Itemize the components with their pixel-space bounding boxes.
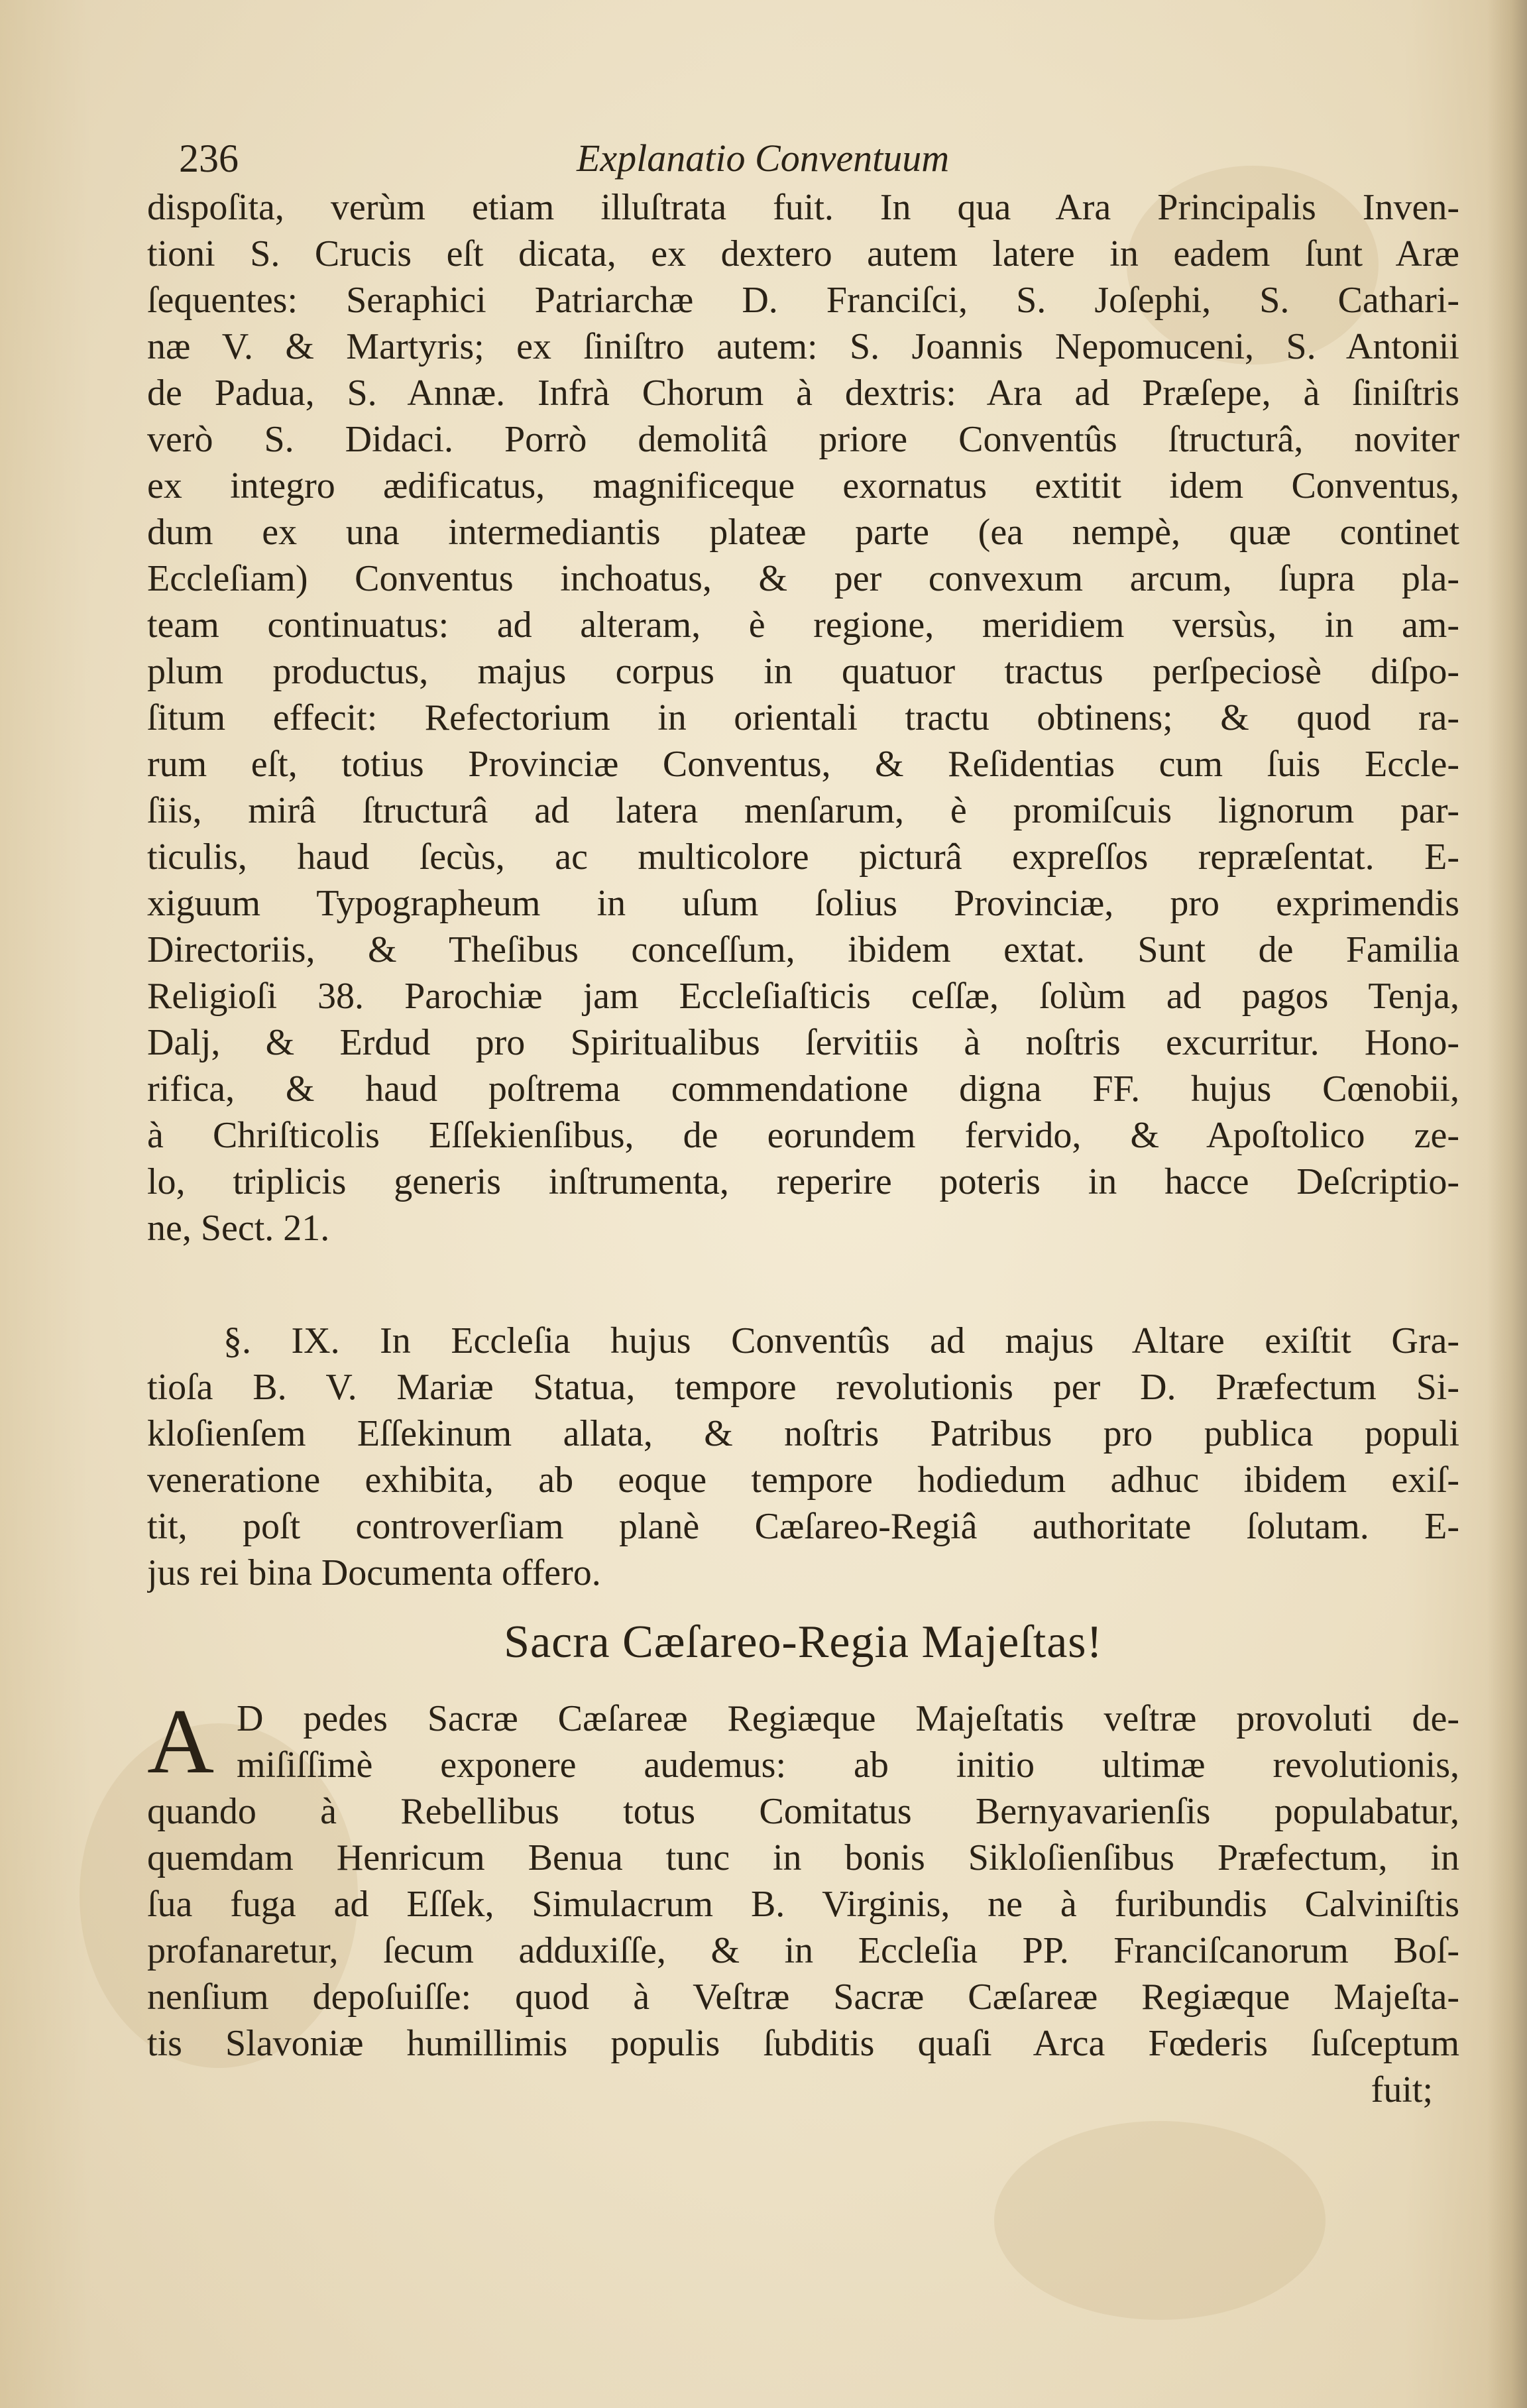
text-line: dispoſita, verùm etiam illuſtrata fuit. In qua Ara Principalis Inven- xyxy=(147,187,1459,228)
text-line: D pedes Sacræ Cæſareæ Regiæque Majeſtatis veſtræ provoluti de- xyxy=(237,1698,1459,1739)
text-line: næ V. & Martyris; ex ſiniſtro autem: S. Joannis Nepomuceni, S. Antonii xyxy=(147,326,1459,367)
text-line: miſiſſimè exponere audemus: ab initio ultimæ revolutionis, xyxy=(237,1745,1459,1786)
text-line: rifica, & haud poſtrema commendatione digna FF. hujus Cœnobii, xyxy=(147,1068,1459,1110)
text-line: rum eſt, totius Provinciæ Conventus, & Reſidentias cum ſuis Eccle- xyxy=(147,744,1459,785)
text-line: ſequentes: Seraphici Patriarchæ D. Franciſci, S. Joſephi, S. Cathari- xyxy=(147,280,1459,321)
text-line: veneratione exhibita, ab eoque tempore hodiedum adhuc ibidem exiſ- xyxy=(147,1460,1459,1501)
text-line: à Chriſticolis Eſſekienſibus, de eorundem fervido, & Apoſtolico ze- xyxy=(147,1115,1459,1156)
page-number: 236 xyxy=(179,137,239,180)
text-line: nenſium depoſuiſſe: quod à Veſtræ Sacræ Cæſareæ Regiæque Majeſta- xyxy=(147,1977,1459,2018)
paragraph-1 xyxy=(147,184,1459,1251)
paragraph-spacer xyxy=(147,1251,1459,1318)
body-text xyxy=(147,184,1459,2113)
text-line: Dalj, & Erdud pro Spiritualibus ſervitiis à noſtris excurritur. Hono- xyxy=(147,1022,1459,1063)
text-line: plum productus, majus corpus in quatuor tractus perſpeciosè diſpo- xyxy=(147,651,1459,692)
text-line: verò S. Didaci. Porrò demolitâ priore Conventûs ſtructurâ, noviter xyxy=(147,419,1459,460)
text-line: Eccleſiam) Conventus inchoatus, & per convexum arcum, ſupra pla- xyxy=(147,558,1459,599)
text-line: §. IX. In Eccleſia hujus Conventûs ad majus Altare exiſtit Gra- xyxy=(223,1320,1459,1361)
text-line: jus rei bina Documenta offero. xyxy=(147,1552,601,1593)
section-heading: Sacra Cæſareo-Regia Majeſtas! xyxy=(504,1617,1103,1668)
text-line: tioni S. Crucis eſt dicata, ex dextero autem latere in eadem ſunt Aræ xyxy=(147,233,1459,274)
text-line: team continuatus: ad alteram, è regione, meridiem versùs, in am- xyxy=(147,604,1459,646)
text-line: ex integro ædificatus, magnificeque exornatus extitit idem Conventus, xyxy=(147,465,1459,506)
running-title: Explanatio Conventuum xyxy=(577,137,950,180)
text-line: profanaretur, ſecum adduxiſſe, & in Eccleſia PP. Franciſcanorum Boſ- xyxy=(147,1930,1459,1971)
text-line: Directoriis, & Theſibus conceſſum, ibidem extat. Sunt de Familia xyxy=(147,929,1459,970)
catchword: fuit; xyxy=(1371,2069,1433,2110)
text-line: Religioſi 38. Parochiæ jam Eccleſiaſticis ceſſæ, ſolùm ad pagos Tenja, xyxy=(147,976,1459,1017)
text-line: ſua fuga ad Eſſek, Simulacrum B. Virginis, ne à furibundis Calviniſtis xyxy=(147,1884,1459,1925)
paragraph-3 xyxy=(147,1690,1459,2067)
text-line: tis Slavoniæ humillimis populis ſubditis quaſi Arca Fœderis ſuſceptum xyxy=(147,2023,1459,2064)
text-line: ne, Sect. 21. xyxy=(147,1208,330,1249)
paragraph-2 xyxy=(147,1318,1459,1596)
text-line: de Padua, S. Annæ. Infrà Chorum à dextris: Ara ad Præſepe, à ſiniſtris xyxy=(147,373,1459,414)
text-line: xiguum Typographeum in uſum ſolius Provinciæ, pro exprimendis xyxy=(147,883,1459,924)
text-line: kloſienſem Eſſekinum allata, & noſtris Patribus pro publica populi xyxy=(147,1413,1459,1454)
text-line: quemdam Henricum Benua tunc in bonis Sikloſienſibus Præfectum, in xyxy=(147,1837,1459,1878)
paper-stain xyxy=(994,2121,1326,2320)
text-line: tioſa B. V. Mariæ Statua, tempore revolutionis per D. Præfectum Si- xyxy=(147,1367,1459,1408)
page-header xyxy=(179,136,1478,182)
text-line: ſiis, mirâ ſtructurâ ad latera menſarum, è promiſcuis lignorum par- xyxy=(147,790,1459,831)
page-gutter-shadow xyxy=(1487,0,1527,2408)
text-line: quando à Rebellibus totus Comitatus Bernyavarienſis populabatur, xyxy=(147,1791,1459,1832)
drop-cap: A xyxy=(147,1690,215,1793)
text-line: ticulis, haud ſecùs, ac multicolore picturâ expreſſos repræſentat. E- xyxy=(147,836,1459,878)
text-line: tit, poſt controverſiam planè Cæſareo-Regiâ authoritate ſolutam. E- xyxy=(147,1506,1459,1547)
text-line: dum ex una intermediantis plateæ parte (ea nempè, quæ continet xyxy=(147,512,1459,553)
text-line: lo, triplicis generis inſtrumenta, reperire poteris in hacce Deſcriptio- xyxy=(147,1161,1459,1202)
text-line: ſitum effecit: Refectorium in orientali tractu obtinens; & quod ra- xyxy=(147,697,1459,738)
